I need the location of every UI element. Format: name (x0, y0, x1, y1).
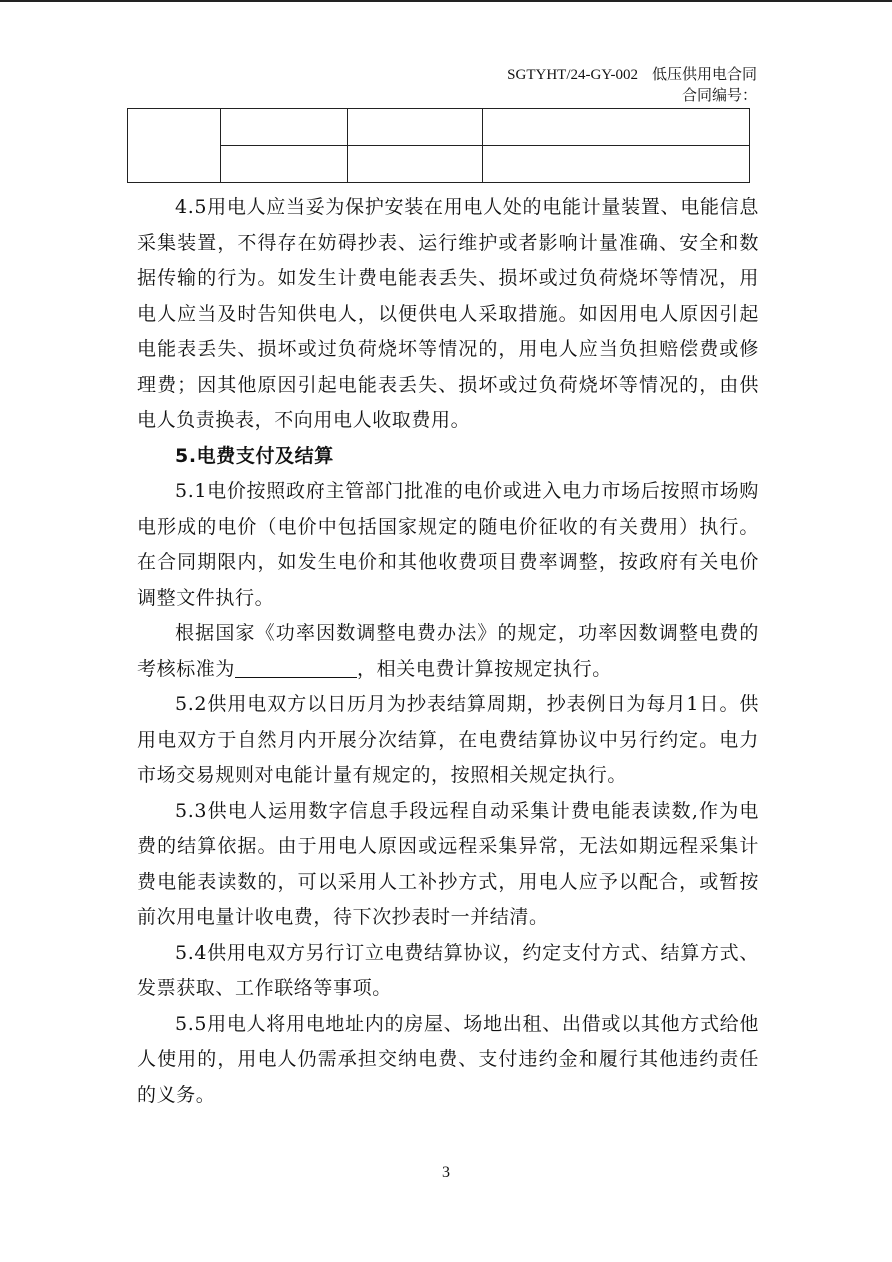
doc-code: SGTYHT/24-GY-002 (507, 67, 638, 83)
power-factor-standard-blank[interactable] (235, 655, 357, 678)
table-cell (221, 146, 348, 183)
clause-5-5: 5.5用电人将用电地址内的房屋、场地出租、出借或以其他方式给他人使用的，用电人仍需承担交纳电费、支付违约金和履行其他违约责任的义务。 (137, 1012, 759, 1106)
table-cell (483, 146, 750, 183)
meter-table-fragment (127, 108, 750, 183)
clause-5-4: 5.4供用电双方另行订立电费结算协议，约定支付方式、结算方式、发票获取、工作联络等事项。 (137, 941, 759, 999)
contract-no-label: 合同编号： (681, 86, 757, 104)
table-cell (483, 109, 750, 146)
page-number: 3 (442, 1164, 450, 1181)
clause-5-2: 5.2供用电双方以日历月为抄表结算周期，抄表例日为每月1日。供用电双方于自然月内开展分次结算，在电费结算协议中另行约定。电力市场交易规则对电能计量有规定的，按照相关规定执行。 (137, 693, 759, 786)
top-border (0, 0, 892, 2)
clause-5-3: 5.3供电人运用数字信息手段远程自动采集计费电能表读数,作为电费的结算依据。由于用电人原因或远程采集异常，无法如期远程采集计费电能表读数的，可以采用人工补抄方式，用电人应予以配合，或暂按前次用电量计收电费，待下次抄表时一并结清。 (137, 799, 759, 928)
clause-4-5: 4.5用电人应当妥为保护安装在用电人处的电能计量装置、电能信息采集装置，不得存在妨碍抄表、运行维护或者影响计量准确、安全和数据传输的行为。如发生计费电能表丢失、损坏或过负荷烧坏等情况，用电人应当及时告知供电人，以便供电人采取措施。如因用电人原因引起电能表丢失、损坏或过负荷烧坏等情况的，用电人应当负担赔偿费或修理费；因其他原因引起电能表丢失、损坏或过负荷烧坏等情况的，由供电人负责换表，不向用电人收取费用。 (137, 196, 759, 431)
page-header (507, 64, 757, 105)
clause-5-1-power-factor (137, 616, 759, 687)
table-cell (221, 109, 348, 146)
header-line-1 (507, 64, 757, 85)
table-cell (348, 146, 483, 183)
power-factor-text-before: 根据国家《功率因数调整电费办法》的规定，功率因数调整电费的考核标准为 (137, 622, 759, 680)
power-factor-text-after: ，相关电费计算按规定执行。 (357, 657, 612, 680)
clause-5-1: 5.1电价按照政府主管部门批准的电价或进入电力市场后按照市场购电形成的电价（电价中包括国家规定的随电价征收的有关费用）执行。在合同期限内，如发生电价和其他收费项目费率调整，按政府有关电价调整文件执行。 (137, 480, 759, 609)
table-cell (348, 109, 483, 146)
table-row (128, 146, 750, 183)
document-body (137, 190, 759, 1113)
doc-title: 低压供用电合同 (651, 65, 757, 83)
table-row (128, 109, 750, 146)
section-5-title: 5.电费支付及结算 (175, 444, 334, 467)
table-cell (128, 109, 221, 183)
